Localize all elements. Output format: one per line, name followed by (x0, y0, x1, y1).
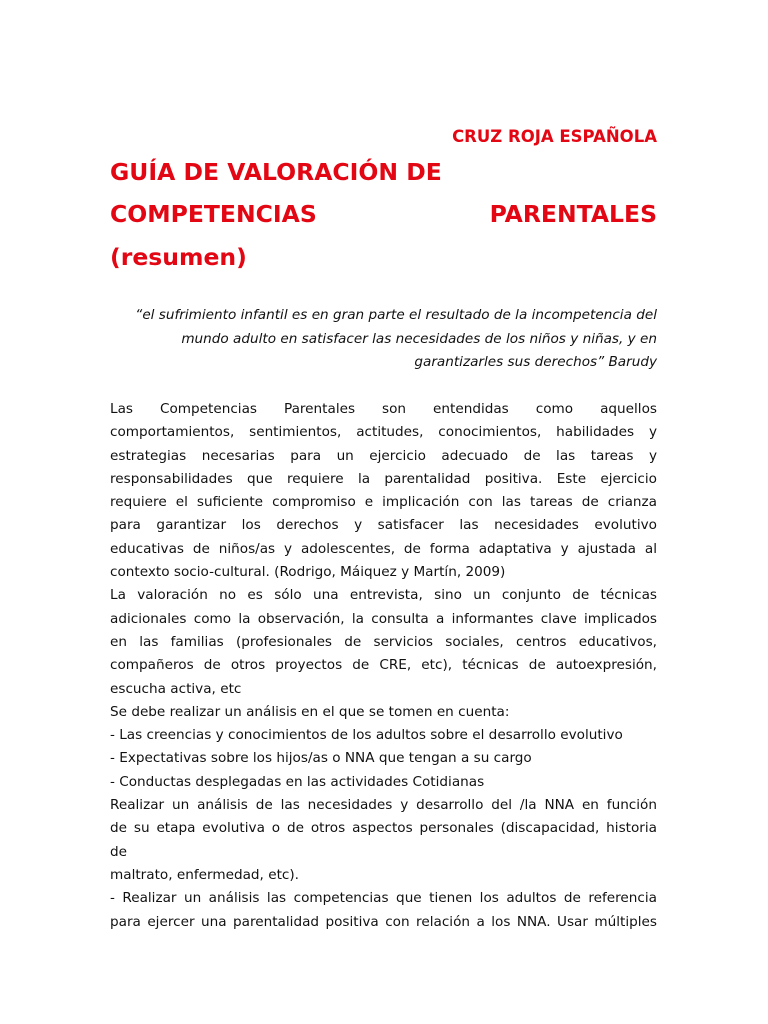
body-line: contexto socio-cultural. (Rodrigo, Máiquez y Martín, 2009) (110, 564, 506, 581)
quote-line: mundo adulto en satisfacer las necesidades de los niños y niñas, y en (181, 330, 657, 347)
body-line: comportamientos, sentimientos, actitudes, conocimientos, habilidades y (110, 424, 657, 441)
body-line: - Expectativas sobre los hijos/as o NNA que tengan a su cargo (110, 750, 532, 767)
body-line: La valoración no es sólo una entrevista, sino un conjunto de técnicas (110, 587, 657, 604)
title-line-1: GUÍA DE VALORACIÓN DE (110, 158, 442, 186)
body-line: Realizar un análisis de las necesidades y desarrollo del /la NNA en función (110, 797, 657, 814)
body-line: en las familias (profesionales de servicios sociales, centros educativos, (110, 633, 657, 650)
body-line: para ejercer una parentalidad positiva con relación a los NNA. Usar múltiples (110, 913, 657, 930)
quote-line: garantizarles sus derechos” Barudy (414, 354, 657, 370)
title-line-3: (resumen) (110, 243, 247, 271)
body-line: compañeros de otros proyectos de CRE, etc), técnicas de autoexpresión, (110, 657, 657, 674)
body-line: para garantizar los derechos y satisfacer las necesidades evolutivo (110, 517, 657, 534)
body-line: responsabilidades que requiere la parentalidad positiva. Este ejercicio (110, 470, 657, 487)
organization-name: CRUZ ROJA ESPAÑOLA (452, 127, 657, 146)
body-line: - Las creencias y conocimientos de los adultos sobre el desarrollo evolutivo (110, 727, 623, 744)
body-line: Se debe realizar un análisis en el que se tomen en cuenta: (110, 703, 510, 720)
body-line: - Conductas desplegadas en las actividades Cotidianas (110, 773, 485, 790)
title-line-2-right: PARENTALES (489, 200, 657, 228)
body-line: de su etapa evolutiva o de otros aspectos personales (discapacidad, historia (110, 820, 657, 837)
body-line: estrategias necesarias para un ejercicio adecuado de las tareas y (110, 447, 657, 464)
body-line: maltrato, enfermedad, etc). (110, 866, 299, 883)
body-line: educativas de niños/as y adolescentes, de forma adaptativa y ajustada al (110, 540, 657, 557)
body-line: adicionales como la observación, la consulta a informantes clave implicados (110, 610, 657, 627)
body-line: - Realizar un análisis las competencias que tienen los adultos de referencia (110, 890, 657, 907)
body-text (110, 398, 657, 934)
body-line: requiere el suficiente compromiso e implicación con las tareas de crianza (110, 494, 657, 511)
body-line: escucha activa, etc (110, 680, 242, 697)
title-line-2 (110, 199, 657, 229)
quote-line: “el sufrimiento infantil es en gran parte el resultado de la incompetencia del (135, 307, 657, 323)
title-line-2-left: COMPETENCIAS (110, 200, 317, 228)
epigraph-quote (110, 304, 657, 375)
body-line: Las Competencias Parentales son entendidas como aquellos (110, 401, 657, 417)
body-line: de (110, 843, 127, 860)
